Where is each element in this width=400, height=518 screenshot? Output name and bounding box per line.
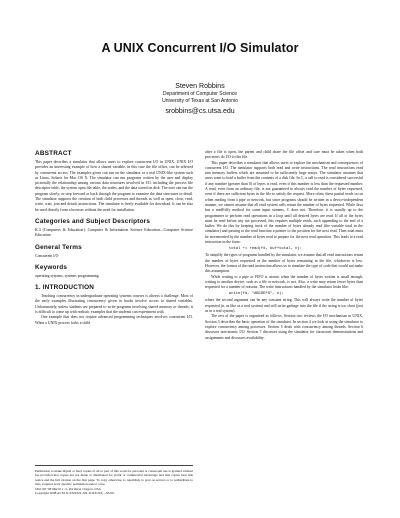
intro-paragraph-2: One example that does not require advanced programming techniques involves concurrent I/O. When a UNIX process forks a child bbox=[35, 315, 193, 325]
right-paragraph-2: This paper describes a simulator that allows users to explore the mechanism and consequences of concurrent I/O. The simulator supports both read and write instructions. The read instructions read into memory buffers which are assumed to be sufficiently large arrays. The simulator assumes that users want to load a buffer from the contents of a disk file. In C, a call to read is considered successful if any number (greater than 0) of bytes is read, even if this number is less than the requested number. A read, even from an ordinary file, is not guaranteed to always read the number of bytes requested, even if there are sufficient bytes in the file to satisfy the request. More often, these partial reads occur when reading from a pipe or network, but since programs should be written in a device-independent manner, we cannot assume that all read system calls return the number of bytes requested. While Java has a readFully method for some input streams, C does not. Therefore, it is usually up to the programmer to perform read operations in a loop until all desired bytes are read. If all of the bytes must be read before any are processed, this requires multiple reads, each appending to the end of a buffer. We do this by keeping track of the number of bytes already read (the variable total in the simulator) and passing to the read function a pointer to the position for the next read. Then total must be incremented by the number of bytes read to prepare for the next read operation. This leads to a read instruction in the form: bbox=[205, 160, 363, 245]
categories-text: K.3 [Computers & Education]: Computer & Information Science Education—Computer Science Education bbox=[35, 227, 193, 238]
permission-text: Permission to make digital or hard copies of all or part of this work for personal or classroom use is granted without fee provided that copies are not made or distributed for profit or commercial advantage and that copies bear this notice and the full citation on the first page. To copy otherwise, to republish, to post on servers or to redistribute to lists, requires prior specific permission and/or a fee. bbox=[35, 469, 193, 487]
right-paragraph-1: after a file is open, the parent and child share the file offset and care must be taken when both processes do I/O to this file. bbox=[205, 150, 363, 160]
paper-title: A UNIX Concurrent I/O Simulator bbox=[101, 41, 299, 55]
keywords-heading: Keywords bbox=[35, 263, 68, 271]
author-name: Steven Robbins bbox=[175, 83, 225, 90]
abstract-heading: ABSTRACT bbox=[35, 150, 72, 157]
intro-paragraph-1: Teaching concurrency in undergraduate operating systems courses is always a challenge. Most of the early examples illustrating concurrency given in books involve access to shared variables. Unfortunately, unless students are prepared to write programs involving shared memory or threads, it is difficult to come up with realistic examples that the students can experiment with. bbox=[35, 294, 193, 315]
author-email: srobbins@cs.utsa.edu bbox=[165, 108, 235, 116]
code-write-example: write(fd, "ABCDEFG", n); bbox=[229, 292, 284, 297]
right-paragraph-6: The rest of the paper is organized as follows. Section two reviews the I/O mechanism in UNIX. Section 3 describes the basic operation of the simulator. In section 4 we look at using the simulator to explore concurrency among processes. Section 5 deals with concurrency among threads. Section 6 discusses non-atomic I/O. Section 7 discusses using the simulator for classroom demonstrations and assignments and discusses availability. bbox=[205, 314, 363, 340]
author-university: University of Texas at San Antonio bbox=[162, 97, 238, 104]
general-terms-heading: General Terms bbox=[35, 243, 82, 251]
author-department: Department of Computer Science bbox=[162, 91, 238, 97]
left-column bbox=[35, 150, 193, 510]
keywords-text: operating systems, systems programming bbox=[35, 273, 99, 278]
permission-footnote bbox=[35, 465, 193, 495]
right-paragraph-4: While writing to a pipe or FIFO is atomic when the number of bytes written is small enough, writing to another device, such as a file or network, is not. Also, a write may return fewer bytes than requested for a number of reasons. The write instructions handled by the simulator looks like: bbox=[205, 274, 363, 290]
copyright-line: Copyright 2008 ACM X-XXXXX-XX-X/XX/XX ...$5.00. bbox=[35, 491, 115, 496]
code-read-example: total += read(fd, buf+total, n); bbox=[229, 247, 302, 252]
right-column bbox=[205, 150, 363, 480]
abstract-text: This paper describes a simulator that allows users to explore concurrent I/O in UNIX. UNIX I/O provides an interesting example of how a shared variable, in this case the file offset, can be affected by concurrent access. The examples given can run on the simulator or a real UNIX-like system such as Linux, Solaris for Mac OS X. The simulator can run programs written by the user and display pictorially the relationship among various data structures involved in I/O, including the process file descriptor table, the system open file table, the nodes, and the data stored on disk. The user can run the program slowly, or step forward or back through the program to examine the data structures in detail. The simulator supports the creation of both child processes and threads as well as open, close, read, write, wait, join and detach instructions. The simulator is freely available for download. It can be also be used directly from a browser without the need for installation. bbox=[35, 160, 193, 212]
introduction-heading: 1. INTRODUCTION bbox=[35, 284, 95, 292]
categories-heading: Categories and Subject Descriptors bbox=[35, 217, 151, 225]
right-paragraph-3: To simplify the types of programs handled by the simulator, we assume that all read instructions return the number of bytes requested or the number of bytes remaining in the file, whichever is less. However, the format of the read instruction allows us to simulate the type of code that would not make this assumption. bbox=[205, 253, 363, 274]
author-block bbox=[0, 82, 400, 117]
right-paragraph-5: where the second argument can be any constant string. This will always write the number of bytes requested (n, as like as a real system) and will write garbage into the file if the string is too short (just as in a real system). bbox=[205, 298, 363, 314]
venue-line: SIGCSE '08 March 1–5, Portland, Oregon, USA bbox=[35, 486, 101, 491]
general-terms-text: Concurrent I/O bbox=[35, 253, 59, 258]
